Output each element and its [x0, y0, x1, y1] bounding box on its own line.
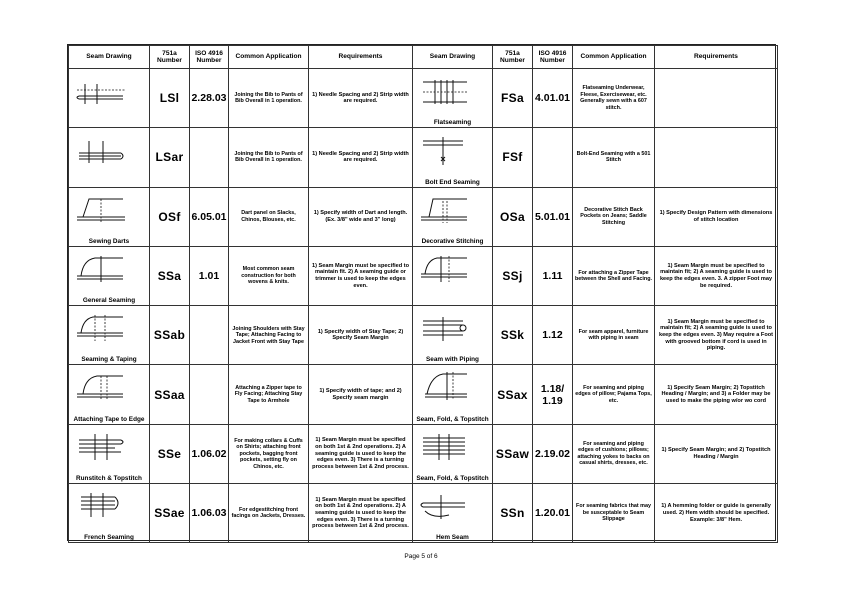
seam-751a-number: SSk [493, 306, 533, 365]
seam-751a-number: SSe [150, 424, 190, 483]
seam-drawing-icon [75, 252, 127, 284]
seam-drawing-icon [75, 489, 127, 521]
seam-drawing-cell [69, 69, 150, 128]
seam-requirements: 1) Seam Margin must be specified on both 1st & 2nd operations. 2) A seaming guide is used to keep the edges even. 3) There is a turning process between 1st & 2nd process. [309, 484, 413, 543]
seam-drawing-icon [419, 430, 471, 462]
seam-751a-number: LSar [150, 128, 190, 187]
seam-751a-number: OSa [493, 187, 533, 246]
seam-drawing-cell [413, 424, 493, 483]
seam-common-application: For attaching a Zipper Tape between the Shell and Facing. [573, 246, 655, 305]
seam-drawing-caption: Bolt End Seaming [425, 178, 480, 186]
seam-drawing-caption: Seam with Piping [426, 356, 479, 364]
seam-requirements: 1) A hemming folder or guide is generally used. 2) Hem width should be specified. Example: 3/8" Hem. [655, 484, 778, 543]
table-row [69, 424, 778, 483]
seam-drawing-icon [75, 193, 127, 225]
seam-iso-number [190, 365, 229, 424]
header-row [69, 46, 778, 69]
seam-drawing-cell [413, 365, 493, 424]
seam-drawing-icon [419, 252, 471, 284]
seam-drawing-icon [75, 430, 127, 462]
seam-requirements: 1) Seam Margin must be specified to maintain fit; 2) A seaming guide is used to keep the edges even. 3) May require a Foot with grooved bottom if cord is used in piping. [655, 306, 778, 365]
seam-drawing-cell [69, 365, 150, 424]
seam-requirements: 1) Needle Spacing and 2) Strip width are required. [309, 128, 413, 187]
header-common-application: Common Application [229, 46, 309, 69]
seam-requirements: 1) Seam Margin must be specified to maintain fit; 2) A seaming guide is used to keep the edges even. 3. A zipper Foot may be required. [655, 246, 778, 305]
seam-iso-number [190, 306, 229, 365]
seam-iso-number: 2.19.02 [533, 424, 573, 483]
seam-751a-number: SSaa [150, 365, 190, 424]
seam-requirements [655, 69, 778, 128]
seam-requirements [655, 128, 778, 187]
seam-751a-number: LSl [150, 69, 190, 128]
seam-drawing-caption: General Seaming [82, 297, 136, 305]
seam-common-application: Joining the Bib to Pants of Bib Overall in 1 operation. [229, 128, 309, 187]
seam-table [68, 45, 778, 543]
seam-751a-number: SSa [150, 246, 190, 305]
seam-common-application: For seam apparel, furniture with piping in seam [573, 306, 655, 365]
seam-requirements: 1) Needle Spacing and 2) Strip width are required. [309, 69, 413, 128]
seam-drawing-cell [69, 306, 150, 365]
seam-requirements: 1) Specify width of Stay Tape; 2) Specify Seam Margin [309, 306, 413, 365]
seam-iso-number: 1.20.01 [533, 484, 573, 543]
seam-drawing-cell [413, 306, 493, 365]
seam-iso-number [533, 128, 573, 187]
seam-751a-number: FSf [493, 128, 533, 187]
seam-drawing-caption: Runstitch & Topstitch [76, 475, 142, 483]
seam-751a-number: SSaw [493, 424, 533, 483]
seam-common-application: For seaming fabrics that may be susceptable to Seam Slippage [573, 484, 655, 543]
seam-common-application: For making collars & Cuffs on Shirts; attaching front pockets, bagging front pockets, setting fly on Chinos, etc. [229, 424, 309, 483]
seam-iso-number: 1.12 [533, 306, 573, 365]
seam-drawing-caption: Attaching Tape to Edge [73, 415, 145, 423]
seam-751a-number: SSab [150, 306, 190, 365]
seam-common-application: Joining Shoulders with Stay Tape; Attaching Facing to Jacket Front with Stay Tape [229, 306, 309, 365]
seam-751a-number: SSax [493, 365, 533, 424]
seam-iso-number: 1.06.02 [190, 424, 229, 483]
seam-drawing-cell [69, 187, 150, 246]
seam-drawing-caption: Flatseaming [433, 119, 472, 127]
header-seam-drawing-right: Seam Drawing [413, 46, 493, 69]
seam-drawing-icon [419, 311, 471, 343]
seam-drawing-icon [75, 133, 127, 165]
header-iso-number-right: ISO 4916 Number [533, 46, 573, 69]
page-footer: Page 5 of 6 [404, 553, 438, 560]
seam-common-application: Decorative Stitch Back Pockets on Jeans; Saddle Stitching [573, 187, 655, 246]
seam-drawing-caption: Sewing Darts [88, 237, 130, 245]
seam-drawing-cell [69, 246, 150, 305]
seam-drawing-icon [75, 311, 127, 343]
seam-common-application: For edgestitching front facings on Jackets, Dresses. [229, 484, 309, 543]
header-requirements-right: Requirements [655, 46, 778, 69]
header-requirements: Requirements [309, 46, 413, 69]
header-common-application-right: Common Application [573, 46, 655, 69]
seam-iso-number: 1.01 [190, 246, 229, 305]
seam-751a-number: SSn [493, 484, 533, 543]
seam-drawing-cell [413, 128, 493, 187]
seam-iso-number: 5.01.01 [533, 187, 573, 246]
seam-drawing-icon [419, 489, 471, 521]
header-751a-number: 751a Number [150, 46, 190, 69]
seam-drawing-icon [419, 193, 471, 225]
seam-common-application: Flatseaming Underwear, Fleese, Exercisewear, etc. Generally sewn with a 607 stitch. [573, 69, 655, 128]
seam-drawing-icon [75, 74, 127, 106]
seam-drawing-caption: French Seaming [84, 534, 134, 542]
seam-drawing-cell [413, 69, 493, 128]
seam-drawing-icon [419, 370, 471, 402]
seam-drawing-caption: Seaming & Taping [81, 356, 137, 364]
seam-requirements: 1) Specify Seam Margin; 2) Topstitch Heading / Margin; and 3) a Folder may be used to make the piping w/or wo cord [655, 365, 778, 424]
seam-requirements: 1) Seam Margin must be specified to maintain fit. 2) A seaming guide or trimmer is used to keep the edges even. [309, 246, 413, 305]
seam-drawing-cell [413, 187, 493, 246]
seam-common-application: For seaming and piping edges of cushions; pillows; attaching yokes to backs on casual shirts, dresses, etc. [573, 424, 655, 483]
seam-drawing-icon [419, 74, 471, 106]
seam-common-application: Most common seam construction for both wovens & knits. [229, 246, 309, 305]
seam-drawing-cell [69, 484, 150, 543]
seam-requirements: 1) Specify width of Dart and length. (Ex. 3/8" wide and 3" long) [309, 187, 413, 246]
seam-iso-number [190, 128, 229, 187]
table-row [69, 69, 778, 128]
seam-requirements: 1) Specify Design Pattern with dimensions of stitch location [655, 187, 778, 246]
seam-drawing-caption: Decorative Stitching [421, 237, 484, 245]
seam-common-application: Joining the Bib to Pants of Bib Overall in 1 operation. [229, 69, 309, 128]
table-row [69, 187, 778, 246]
table-row [69, 128, 778, 187]
seam-common-application: Attaching a Zipper tape to Fly Facing; Attaching Stay Tape to Armhole [229, 365, 309, 424]
seam-requirements: 1) Specify Seam Margin; and 2) Topstitch Heading / Margin [655, 424, 778, 483]
header-751a-number-right: 751a Number [493, 46, 533, 69]
seam-iso-number: 1.11 [533, 246, 573, 305]
seam-requirements: 1) Seam Margin must be specified on both 1st & 2nd operations. 2) A seaming guide is used to keep the edges even. 3) There is a turning process between 1st & 2nd process. [309, 424, 413, 483]
seam-reference-table [67, 44, 776, 541]
table-row [69, 365, 778, 424]
table-row [69, 484, 778, 543]
header-iso-number: ISO 4916 Number [190, 46, 229, 69]
seam-drawing-caption: Hem Seam [436, 534, 469, 542]
seam-drawing-caption: Seam, Fold, & Topstitch [416, 475, 489, 483]
seam-drawing-cell [69, 128, 150, 187]
seam-751a-number: SSae [150, 484, 190, 543]
seam-751a-number: SSj [493, 246, 533, 305]
header-seam-drawing: Seam Drawing [69, 46, 150, 69]
table-row [69, 246, 778, 305]
seam-common-application: For seaming and piping edges of pillow; Pajama Tops, etc. [573, 365, 655, 424]
seam-common-application: Dart panel on Slacks, Chinos, Blouses, etc. [229, 187, 309, 246]
seam-drawing-icon [75, 370, 127, 402]
seam-drawing-caption: Seam, Fold, & Topstitch [416, 415, 489, 423]
seam-iso-number: 2.28.03 [190, 69, 229, 128]
seam-751a-number: FSa [493, 69, 533, 128]
seam-iso-number: 4.01.01 [533, 69, 573, 128]
seam-drawing-icon [419, 133, 471, 165]
seam-common-application: Bolt-End Seaming with a 501 Stitch [573, 128, 655, 187]
seam-751a-number: OSf [150, 187, 190, 246]
table-row [69, 306, 778, 365]
seam-drawing-cell [413, 484, 493, 543]
seam-iso-number: 6.05.01 [190, 187, 229, 246]
seam-drawing-cell [69, 424, 150, 483]
seam-iso-number: 1.06.03 [190, 484, 229, 543]
seam-iso-number: 1.18/ 1.19 [533, 365, 573, 424]
seam-requirements: 1) Specify width of tape; and 2) Specify seam margin [309, 365, 413, 424]
seam-drawing-cell [413, 246, 493, 305]
